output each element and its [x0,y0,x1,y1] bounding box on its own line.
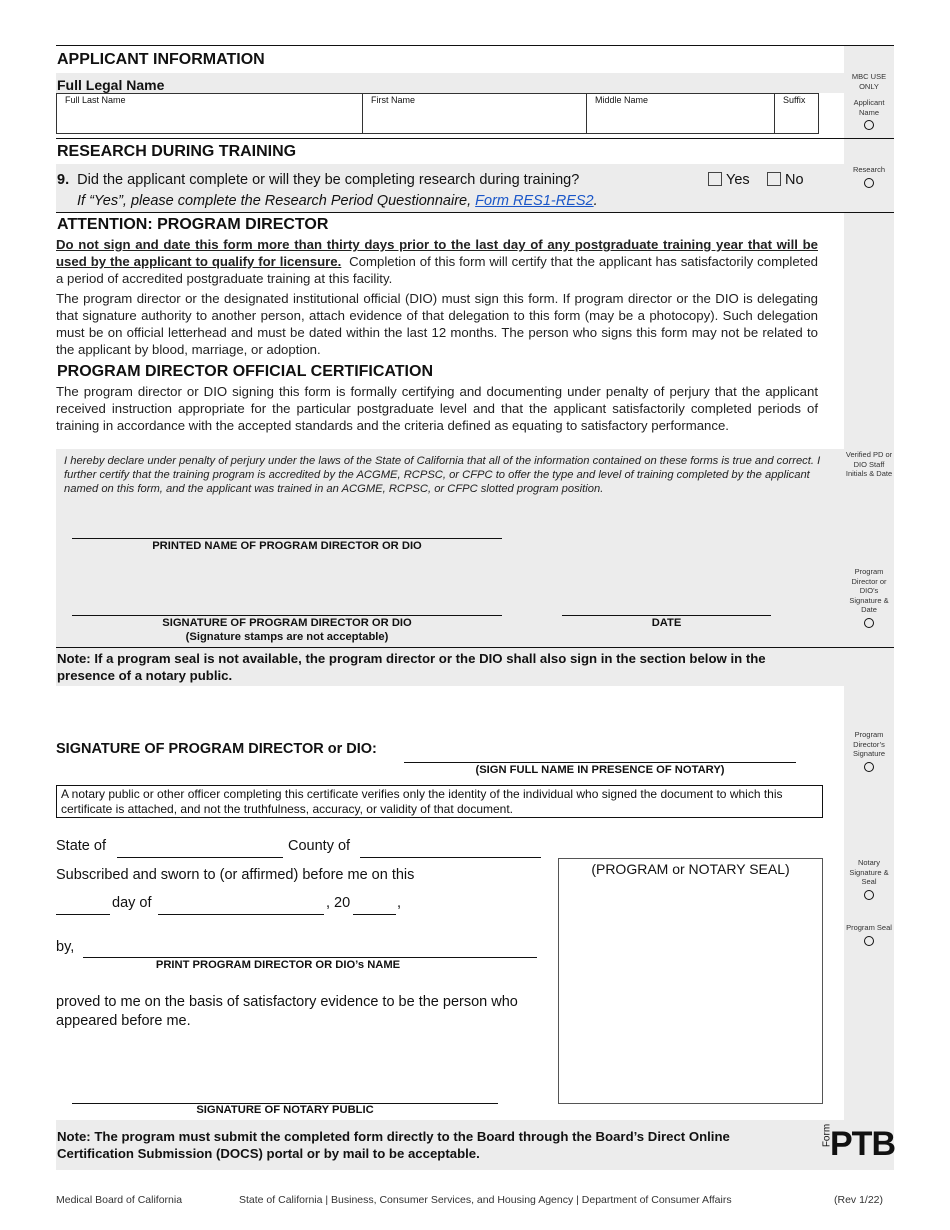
divider [56,212,894,213]
state-line[interactable] [117,857,283,858]
printed-name-line[interactable] [72,538,502,539]
date-line[interactable] [562,615,771,616]
full-legal-name-label: Full Legal Name [57,77,165,93]
last-name-field[interactable]: Full Last Name [57,94,363,133]
res-form-link[interactable]: Form RES1-RES2 [475,193,594,209]
mbc-pd-signature: Program Director’s Signature [844,730,894,772]
checkmark-circle-icon[interactable] [864,618,874,628]
seal-note: Note: If a program seal is not available, the program director or the DIO shall also sign in the section below in the presence of a notary public. [57,651,766,683]
state-label: State of [56,838,106,854]
seal-box-label: (PROGRAM or NOTARY SEAL) [591,861,790,877]
certification-para: The program director or DIO signing this form is formally certifying and documenting under penalty of perjury that the applicant received instruction appropriate for the particular postgraduate level and that the applicant satisfactorily completed periods of training in accordance with the accepted standards and the criteria defined as equating to satisfactory performance. [56,384,818,433]
notary-pd-sig-label: SIGNATURE OF PROGRAM DIRECTOR or DIO: [56,741,377,757]
pd-signature-line[interactable] [72,615,502,616]
day-of-label: day of [112,895,152,911]
checkmark-circle-icon[interactable] [864,890,874,900]
research-question [57,172,579,188]
year-prefix: , 20 [326,895,351,911]
seal-box[interactable] [558,858,823,1104]
month-line[interactable] [158,914,324,915]
checkmark-circle-icon[interactable] [864,762,874,772]
by-label: by, [56,939,75,955]
date-label: DATE [651,617,682,629]
applicant-section-title: APPLICANT INFORMATION [57,51,265,68]
full-name-band [56,73,844,93]
attention-warning-bold: Do not sign and date this form more than thirty days prior to the last day of any postgraduate training year that will be used by the applicant to qualify for licensure. [56,237,818,269]
no-checkbox[interactable] [767,172,781,186]
attention-title: ATTENTION: PROGRAM DIRECTOR [57,216,329,233]
divider [56,45,894,46]
form-code: PTB [830,1125,895,1163]
mbc-research: Research [844,165,894,188]
proved-text: proved to me on the basis of satisfactory evidence to be the person who appeared before me. [56,994,518,1029]
mbc-verified: Verified PD or DIO Staff Initials & Date [845,450,893,479]
print-name-label: PRINT PROGRAM DIRECTOR OR DIO’s NAME [155,959,401,971]
attention-delegation: The program director or the designated institutional official (DIO) must sign this form. If program director or the DIO is delegating that signature authority to another person, attach evidence of that delegation to this form (may be a photocopy). Such delegation must be on official letterhead and must be dated within the last 12 months. The person who signs this form may not be related to the applicant by blood, marriage, or adoption. [56,291,818,357]
middle-name-field[interactable]: Middle Name [587,94,775,133]
sworn-text: Subscribed and sworn to (or affirmed) before me on this [56,867,415,883]
footer-center: State of California | Business, Consumer Services, and Housing Agency | Department of Consumer Affairs [239,1194,732,1206]
year-suffix: , [397,895,402,911]
pd-signature-label: SIGNATURE OF PROGRAM DIRECTOR OR DIO [162,617,412,629]
no-option[interactable]: No [767,172,804,188]
footer-right: (Rev 1/22) [834,1194,884,1206]
question-number: 9. [57,172,70,188]
checkmark-circle-icon[interactable] [864,120,874,130]
day-line[interactable] [56,914,110,915]
checkmark-circle-icon[interactable] [864,936,874,946]
sign-full-name-label: (SIGN FULL NAME IN PRESENCE OF NOTARY) [475,764,725,776]
print-name-line[interactable] [83,957,537,958]
mbc-use-only-label: MBC USE ONLY [851,72,887,91]
notary-disclaimer: A notary public or other officer completing this certificate verifies only the identity of the individual who signed the document to which this certificate is attached, and not the truthfulness, accuracy, or validity of that document. [56,785,823,818]
attention-warning-rest: Completion of this form will certify that the applicant has satisfactorily completed a period of accredited postgraduate training at this facility. [56,254,818,286]
form-prefix: Form [821,1123,833,1148]
printed-name-label: PRINTED NAME OF PROGRAM DIRECTOR OR DIO [152,540,422,552]
attention-warning [56,236,818,287]
research-note: If “Yes”, please complete the Research Period Questionnaire, Form RES1-RES2. [77,193,598,209]
certification-title: PROGRAM DIRECTOR OFFICIAL CERTIFICATION [57,363,433,380]
stamp-note: (Signature stamps are not acceptable) [185,631,389,643]
full-name-box [56,93,819,134]
county-label: County of [288,838,351,854]
mbc-program-seal: Program Seal [844,923,894,946]
year-line[interactable] [353,914,396,915]
notary-sig-label: SIGNATURE OF NOTARY PUBLIC [196,1104,374,1116]
first-name-field[interactable]: First Name [363,94,587,133]
question-text: Did the applicant complete or will they be completing research during training? [77,172,580,188]
mbc-pd-signature-date: Program Director or DIO’s Signature & Date [844,567,894,628]
perjury-declaration: I hereby declare under penalty of perjury under the laws of the State of California that all of the information contained on these forms is true and correct. I further certify that the training program is accredited by the ACGME, RCPSC, or CFPC to offer the type and level of training completed by the applicant named on this form, and the applicant was trained in an ACGME, RCPSC, or CFPC slotted program position. [64,455,821,495]
research-section-title: RESEARCH DURING TRAINING [57,143,297,160]
footer-left: Medical Board of California [56,1194,183,1206]
county-line[interactable] [360,857,541,858]
notary-pd-sig-line[interactable] [404,762,796,763]
mbc-notary-sig-seal: Notary Signature & Seal [844,858,894,900]
divider [56,138,894,139]
final-note: Note: The program must submit the completed form directly to the Board through the Board’s Direct Online Certification Submission (DOCS) portal or by mail to be acceptable. [57,1129,730,1161]
yes-checkbox[interactable] [708,172,722,186]
checkmark-circle-icon[interactable] [864,178,874,188]
suffix-field[interactable]: Suffix [783,95,806,105]
yes-option[interactable]: Yes [708,172,750,188]
mbc-applicant-name: Applicant Name [844,98,894,130]
